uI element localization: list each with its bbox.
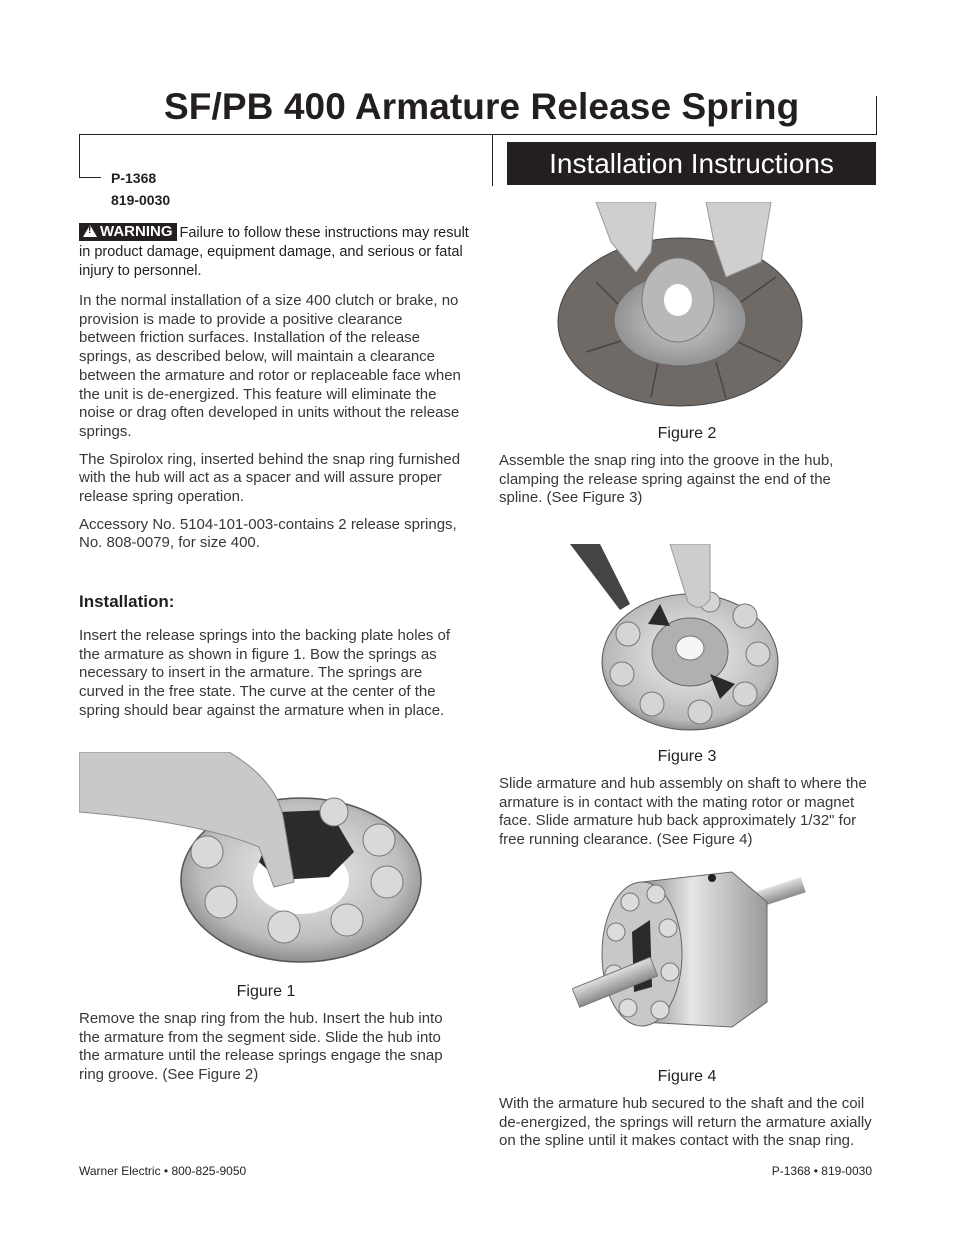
installation-heading: Installation: — [79, 592, 175, 611]
warning-text: Failure to follow these instructions may result in product damage, equipment damage, and serious or fatal injury to personnel. — [79, 225, 469, 279]
intro-paragraph-2: The Spirolox ring, inserted behind the snap ring furnished with the hub will act as a spacer and will assure proper release spring operation. — [79, 450, 461, 506]
warning-badge-label: WARNING — [100, 223, 173, 240]
figure-4-image — [572, 862, 808, 1038]
warning-triangle-icon — [83, 225, 97, 237]
title-rule-right-vertical — [876, 96, 877, 135]
p-number: P-1368 — [111, 170, 157, 186]
title-rule-horizontal — [79, 134, 877, 135]
document-numbers — [111, 167, 170, 211]
column-rule-vertical — [492, 134, 493, 186]
footer-left: Warner Electric • 800-825-9050 — [79, 1164, 247, 1178]
figure-3-caption: Figure 3 — [657, 748, 717, 765]
figure-3-image — [560, 544, 780, 732]
left-rule-vertical — [79, 134, 80, 178]
warning-block — [79, 223, 469, 281]
installation-text: Insert the release springs into the backing plate holes of the armature as shown in figure 1. Bow the springs as necessary to insert in the armature. The springs are curved in the free state. The curve at the center of the spring should bear against the armature when in place. — [79, 627, 451, 719]
intro-paragraph-1: In the normal installation of a size 400 clutch or brake, no provision is made to provide a positive clearance between friction surfaces. Installation of the release springs, as described below, will maintain a clearance between the armature and rotor or replaceable face when the unit is de-energized. This feature will eliminate the noise or drag often developed in units without the release springs. — [79, 292, 461, 440]
intro-text — [79, 292, 463, 562]
figure-4-caption: Figure 4 — [657, 1068, 717, 1085]
figure-1-image — [79, 752, 443, 966]
warning-badge — [79, 223, 177, 241]
figure-1-text: Remove the snap ring from the hub. Insert the hub into the armature from the segment side. Slide the hub into the armature until the release springs engage the snap ring groove. (See Figure 2) — [79, 1010, 443, 1084]
figure-2-text: Assemble the snap ring into the groove in the hub, clamping the release spring against the end of the spline. (See Figure 3) — [499, 452, 834, 507]
page-title: SF/PB 400 Armature Release Spring — [164, 86, 800, 127]
figure-4-text: With the armature hub secured to the shaft and the coil de-energized, the springs will return the armature axially on the spline until it makes contact with the snap ring. — [499, 1095, 872, 1150]
figure-1-caption: Figure 1 — [236, 983, 296, 1000]
part-number: 819-0030 — [111, 192, 171, 208]
figure-2-image — [556, 202, 804, 408]
left-rule-tick — [79, 177, 101, 178]
footer-right: P-1368 • 819-0030 — [771, 1164, 872, 1178]
figure-3-text: Slide armature and hub assembly on shaft to where the armature is in contact with the mating rotor or magnet face. Slide armature hub back approximately 1/32" for free running clearance. (See Figure 4) — [499, 775, 867, 849]
installation-banner: Installation Instructions — [507, 142, 876, 185]
figure-2-caption: Figure 2 — [657, 425, 717, 442]
intro-paragraph-3: Accessory No. 5104-101-003-contains 2 release springs, No. 808-0079, for size 400. — [79, 515, 457, 552]
